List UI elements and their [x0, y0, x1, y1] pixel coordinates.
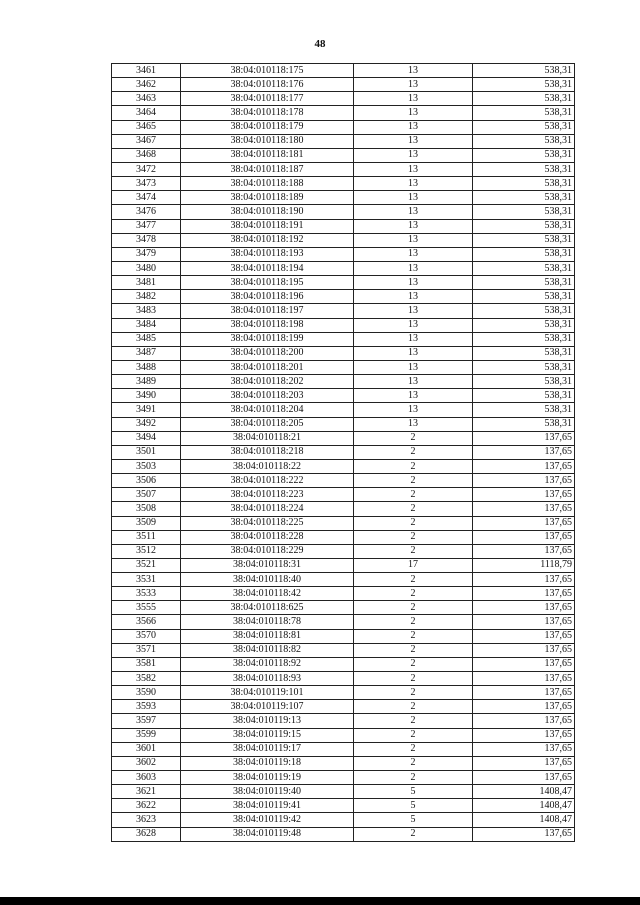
table-row	[112, 375, 575, 389]
amount-cell: 538,31	[473, 92, 575, 106]
table-row	[112, 558, 575, 572]
cadastral-number-cell: 38:04:010118:93	[181, 672, 354, 686]
cadastral-number-cell: 38:04:010118:31	[181, 558, 354, 572]
cadastral-number-cell: 38:04:010118:181	[181, 148, 354, 162]
quantity-cell: 2	[354, 686, 473, 700]
quantity-cell: 2	[354, 431, 473, 445]
row-number-cell: 3478	[112, 233, 181, 247]
row-number-cell: 3461	[112, 64, 181, 78]
cadastral-number-cell: 38:04:010118:198	[181, 318, 354, 332]
amount-cell: 538,31	[473, 78, 575, 92]
row-number-cell: 3509	[112, 516, 181, 530]
quantity-cell: 2	[354, 516, 473, 530]
table-row	[112, 177, 575, 191]
amount-cell: 137,65	[473, 516, 575, 530]
amount-cell: 538,31	[473, 120, 575, 134]
scan-bottom-edge	[0, 897, 640, 905]
row-number-cell: 3480	[112, 261, 181, 275]
amount-cell: 538,31	[473, 205, 575, 219]
quantity-cell: 2	[354, 657, 473, 671]
table-row	[112, 106, 575, 120]
quantity-cell: 13	[354, 304, 473, 318]
cadastral-number-cell: 38:04:010119:17	[181, 742, 354, 756]
quantity-cell: 13	[354, 290, 473, 304]
quantity-cell: 13	[354, 191, 473, 205]
row-number-cell: 3464	[112, 106, 181, 120]
quantity-cell: 13	[354, 177, 473, 191]
amount-cell: 137,65	[473, 672, 575, 686]
amount-cell: 137,65	[473, 474, 575, 488]
amount-cell: 538,31	[473, 261, 575, 275]
cadastral-number-cell: 38:04:010118:81	[181, 629, 354, 643]
quantity-cell: 13	[354, 134, 473, 148]
table-row	[112, 530, 575, 544]
amount-cell: 1408,47	[473, 813, 575, 827]
quantity-cell: 2	[354, 700, 473, 714]
row-number-cell: 3503	[112, 459, 181, 473]
amount-cell: 538,31	[473, 403, 575, 417]
cadastral-number-cell: 38:04:010118:202	[181, 375, 354, 389]
amount-cell: 137,65	[473, 431, 575, 445]
table-row	[112, 445, 575, 459]
table-row	[112, 332, 575, 346]
row-number-cell: 3490	[112, 389, 181, 403]
amount-cell: 137,65	[473, 714, 575, 728]
table-row	[112, 502, 575, 516]
table-row	[112, 318, 575, 332]
table-row	[112, 233, 575, 247]
row-number-cell: 3506	[112, 474, 181, 488]
amount-cell: 137,65	[473, 700, 575, 714]
row-number-cell: 3463	[112, 92, 181, 106]
table-row	[112, 191, 575, 205]
amount-cell: 137,65	[473, 629, 575, 643]
cadastral-number-cell: 38:04:010118:177	[181, 92, 354, 106]
quantity-cell: 13	[354, 417, 473, 431]
page-number: 48	[314, 38, 326, 50]
table-row	[112, 714, 575, 728]
cadastral-number-cell: 38:04:010118:190	[181, 205, 354, 219]
row-number-cell: 3467	[112, 134, 181, 148]
quantity-cell: 13	[354, 120, 473, 134]
quantity-cell: 5	[354, 813, 473, 827]
cadastral-number-cell: 38:04:010118:187	[181, 162, 354, 176]
table-row	[112, 120, 575, 134]
cadastral-number-cell: 38:04:010119:15	[181, 728, 354, 742]
amount-cell: 137,65	[473, 601, 575, 615]
table-row	[112, 629, 575, 643]
amount-cell: 1408,47	[473, 799, 575, 813]
table-row	[112, 728, 575, 742]
amount-cell: 137,65	[473, 771, 575, 785]
quantity-cell: 13	[354, 332, 473, 346]
quantity-cell: 2	[354, 615, 473, 629]
cadastral-number-cell: 38:04:010118:21	[181, 431, 354, 445]
quantity-cell: 13	[354, 219, 473, 233]
cadastral-number-cell: 38:04:010118:188	[181, 177, 354, 191]
row-number-cell: 3494	[112, 431, 181, 445]
amount-cell: 137,65	[473, 544, 575, 558]
quantity-cell: 5	[354, 785, 473, 799]
table-row	[112, 389, 575, 403]
cadastral-number-cell: 38:04:010118:224	[181, 502, 354, 516]
amount-cell: 538,31	[473, 134, 575, 148]
cadastral-number-cell: 38:04:010118:178	[181, 106, 354, 120]
row-number-cell: 3483	[112, 304, 181, 318]
quantity-cell: 13	[354, 205, 473, 219]
table-row	[112, 403, 575, 417]
cadastral-table	[111, 63, 575, 842]
row-number-cell: 3472	[112, 162, 181, 176]
table-body	[112, 64, 575, 842]
table-row	[112, 134, 575, 148]
cadastral-number-cell: 38:04:010119:13	[181, 714, 354, 728]
cadastral-number-cell: 38:04:010118:193	[181, 247, 354, 261]
cadastral-number-cell: 38:04:010119:18	[181, 756, 354, 770]
quantity-cell: 13	[354, 360, 473, 374]
quantity-cell: 2	[354, 672, 473, 686]
table-row	[112, 261, 575, 275]
cadastral-number-cell: 38:04:010118:175	[181, 64, 354, 78]
row-number-cell: 3590	[112, 686, 181, 700]
amount-cell: 538,31	[473, 177, 575, 191]
quantity-cell: 13	[354, 233, 473, 247]
cadastral-number-cell: 38:04:010118:191	[181, 219, 354, 233]
quantity-cell: 2	[354, 474, 473, 488]
cadastral-number-cell: 38:04:010118:42	[181, 587, 354, 601]
table-row	[112, 657, 575, 671]
cadastral-number-cell: 38:04:010118:625	[181, 601, 354, 615]
row-number-cell: 3512	[112, 544, 181, 558]
table-row	[112, 742, 575, 756]
cadastral-number-cell: 38:04:010118:180	[181, 134, 354, 148]
row-number-cell: 3477	[112, 219, 181, 233]
quantity-cell: 2	[354, 771, 473, 785]
cadastral-number-cell: 38:04:010118:222	[181, 474, 354, 488]
table-row	[112, 686, 575, 700]
table-row	[112, 587, 575, 601]
amount-cell: 137,65	[473, 827, 575, 841]
cadastral-number-cell: 38:04:010119:41	[181, 799, 354, 813]
row-number-cell: 3476	[112, 205, 181, 219]
row-number-cell: 3581	[112, 657, 181, 671]
table-row	[112, 162, 575, 176]
quantity-cell: 13	[354, 346, 473, 360]
quantity-cell: 13	[354, 247, 473, 261]
row-number-cell: 3485	[112, 332, 181, 346]
quantity-cell: 13	[354, 403, 473, 417]
table-row	[112, 417, 575, 431]
cadastral-number-cell: 38:04:010118:228	[181, 530, 354, 544]
cadastral-number-cell: 38:04:010118:194	[181, 261, 354, 275]
amount-cell: 538,31	[473, 106, 575, 120]
table-row	[112, 92, 575, 106]
amount-cell: 137,65	[473, 445, 575, 459]
amount-cell: 538,31	[473, 162, 575, 176]
row-number-cell: 3492	[112, 417, 181, 431]
quantity-cell: 13	[354, 78, 473, 92]
cadastral-number-cell: 38:04:010119:107	[181, 700, 354, 714]
row-number-cell: 3521	[112, 558, 181, 572]
row-number-cell: 3508	[112, 502, 181, 516]
quantity-cell: 13	[354, 375, 473, 389]
table-row	[112, 615, 575, 629]
quantity-cell: 13	[354, 64, 473, 78]
table-row	[112, 813, 575, 827]
row-number-cell: 3601	[112, 742, 181, 756]
row-number-cell: 3479	[112, 247, 181, 261]
row-number-cell: 3491	[112, 403, 181, 417]
table-row	[112, 360, 575, 374]
row-number-cell: 3533	[112, 587, 181, 601]
table-row	[112, 516, 575, 530]
cadastral-number-cell: 38:04:010118:200	[181, 346, 354, 360]
row-number-cell: 3566	[112, 615, 181, 629]
amount-cell: 137,65	[473, 530, 575, 544]
table-row	[112, 672, 575, 686]
cadastral-number-cell: 38:04:010118:197	[181, 304, 354, 318]
quantity-cell: 2	[354, 629, 473, 643]
quantity-cell: 13	[354, 276, 473, 290]
amount-cell: 137,65	[473, 502, 575, 516]
cadastral-number-cell: 38:04:010119:40	[181, 785, 354, 799]
row-number-cell: 3511	[112, 530, 181, 544]
cadastral-number-cell: 38:04:010119:101	[181, 686, 354, 700]
amount-cell: 1408,47	[473, 785, 575, 799]
quantity-cell: 17	[354, 558, 473, 572]
table-row	[112, 785, 575, 799]
amount-cell: 137,65	[473, 615, 575, 629]
table-row	[112, 771, 575, 785]
table-row	[112, 290, 575, 304]
cadastral-number-cell: 38:04:010119:48	[181, 827, 354, 841]
amount-cell: 538,31	[473, 290, 575, 304]
table-row	[112, 643, 575, 657]
cadastral-number-cell: 38:04:010118:179	[181, 120, 354, 134]
row-number-cell: 3482	[112, 290, 181, 304]
cadastral-number-cell: 38:04:010118:195	[181, 276, 354, 290]
row-number-cell: 3602	[112, 756, 181, 770]
cadastral-number-cell: 38:04:010118:225	[181, 516, 354, 530]
amount-cell: 137,65	[473, 756, 575, 770]
amount-cell: 1118,79	[473, 558, 575, 572]
table-row	[112, 247, 575, 261]
table-row	[112, 601, 575, 615]
amount-cell: 538,31	[473, 417, 575, 431]
quantity-cell: 13	[354, 92, 473, 106]
row-number-cell: 3603	[112, 771, 181, 785]
row-number-cell: 3593	[112, 700, 181, 714]
cadastral-number-cell: 38:04:010119:42	[181, 813, 354, 827]
cadastral-number-cell: 38:04:010118:205	[181, 417, 354, 431]
amount-cell: 538,31	[473, 148, 575, 162]
amount-cell: 538,31	[473, 375, 575, 389]
cadastral-number-cell: 38:04:010118:40	[181, 573, 354, 587]
cadastral-number-cell: 38:04:010118:192	[181, 233, 354, 247]
table-row	[112, 573, 575, 587]
cadastral-number-cell: 38:04:010118:201	[181, 360, 354, 374]
table-row	[112, 205, 575, 219]
quantity-cell: 13	[354, 318, 473, 332]
amount-cell: 538,31	[473, 191, 575, 205]
quantity-cell: 2	[354, 587, 473, 601]
quantity-cell: 2	[354, 742, 473, 756]
row-number-cell: 3473	[112, 177, 181, 191]
quantity-cell: 2	[354, 573, 473, 587]
amount-cell: 538,31	[473, 318, 575, 332]
amount-cell: 137,65	[473, 643, 575, 657]
table-row	[112, 148, 575, 162]
row-number-cell: 3488	[112, 360, 181, 374]
quantity-cell: 2	[354, 459, 473, 473]
quantity-cell: 2	[354, 445, 473, 459]
cadastral-number-cell: 38:04:010118:204	[181, 403, 354, 417]
quantity-cell: 2	[354, 756, 473, 770]
amount-cell: 538,31	[473, 346, 575, 360]
cadastral-number-cell: 38:04:010118:218	[181, 445, 354, 459]
quantity-cell: 2	[354, 530, 473, 544]
row-number-cell: 3582	[112, 672, 181, 686]
cadastral-number-cell: 38:04:010118:203	[181, 389, 354, 403]
cadastral-number-cell: 38:04:010118:22	[181, 459, 354, 473]
amount-cell: 137,65	[473, 587, 575, 601]
amount-cell: 137,65	[473, 573, 575, 587]
amount-cell: 538,31	[473, 276, 575, 290]
table-row	[112, 431, 575, 445]
amount-cell: 538,31	[473, 247, 575, 261]
quantity-cell: 2	[354, 488, 473, 502]
table-row	[112, 756, 575, 770]
row-number-cell: 3628	[112, 827, 181, 841]
row-number-cell: 3597	[112, 714, 181, 728]
cadastral-number-cell: 38:04:010118:189	[181, 191, 354, 205]
amount-cell: 538,31	[473, 64, 575, 78]
table-row	[112, 799, 575, 813]
amount-cell: 137,65	[473, 657, 575, 671]
row-number-cell: 3622	[112, 799, 181, 813]
quantity-cell: 5	[354, 799, 473, 813]
row-number-cell: 3481	[112, 276, 181, 290]
quantity-cell: 13	[354, 148, 473, 162]
cadastral-number-cell: 38:04:010119:19	[181, 771, 354, 785]
amount-cell: 538,31	[473, 389, 575, 403]
row-number-cell: 3571	[112, 643, 181, 657]
cadastral-number-cell: 38:04:010118:82	[181, 643, 354, 657]
amount-cell: 538,31	[473, 332, 575, 346]
cadastral-number-cell: 38:04:010118:78	[181, 615, 354, 629]
table-row	[112, 474, 575, 488]
amount-cell: 137,65	[473, 742, 575, 756]
table-row	[112, 78, 575, 92]
quantity-cell: 2	[354, 714, 473, 728]
table-row	[112, 700, 575, 714]
table-row	[112, 827, 575, 841]
quantity-cell: 2	[354, 643, 473, 657]
quantity-cell: 2	[354, 728, 473, 742]
row-number-cell: 3531	[112, 573, 181, 587]
amount-cell: 137,65	[473, 488, 575, 502]
row-number-cell: 3487	[112, 346, 181, 360]
row-number-cell: 3570	[112, 629, 181, 643]
table-row	[112, 488, 575, 502]
quantity-cell: 2	[354, 502, 473, 516]
cadastral-number-cell: 38:04:010118:176	[181, 78, 354, 92]
cadastral-number-cell: 38:04:010118:199	[181, 332, 354, 346]
quantity-cell: 13	[354, 261, 473, 275]
row-number-cell: 3465	[112, 120, 181, 134]
row-number-cell: 3462	[112, 78, 181, 92]
row-number-cell: 3484	[112, 318, 181, 332]
row-number-cell: 3507	[112, 488, 181, 502]
row-number-cell: 3623	[112, 813, 181, 827]
amount-cell: 538,31	[473, 360, 575, 374]
row-number-cell: 3501	[112, 445, 181, 459]
amount-cell: 538,31	[473, 233, 575, 247]
cadastral-number-cell: 38:04:010118:229	[181, 544, 354, 558]
table-row	[112, 219, 575, 233]
quantity-cell: 2	[354, 827, 473, 841]
table-row	[112, 346, 575, 360]
table-row	[112, 544, 575, 558]
row-number-cell: 3555	[112, 601, 181, 615]
cadastral-number-cell: 38:04:010118:196	[181, 290, 354, 304]
table-row	[112, 459, 575, 473]
amount-cell: 137,65	[473, 728, 575, 742]
row-number-cell: 3489	[112, 375, 181, 389]
cadastral-number-cell: 38:04:010118:223	[181, 488, 354, 502]
quantity-cell: 13	[354, 389, 473, 403]
amount-cell: 538,31	[473, 304, 575, 318]
amount-cell: 538,31	[473, 219, 575, 233]
amount-cell: 137,65	[473, 686, 575, 700]
row-number-cell: 3474	[112, 191, 181, 205]
row-number-cell: 3468	[112, 148, 181, 162]
quantity-cell: 2	[354, 544, 473, 558]
quantity-cell: 13	[354, 162, 473, 176]
table-row	[112, 276, 575, 290]
cadastral-number-cell: 38:04:010118:92	[181, 657, 354, 671]
row-number-cell: 3621	[112, 785, 181, 799]
amount-cell: 137,65	[473, 459, 575, 473]
table-row	[112, 64, 575, 78]
quantity-cell: 2	[354, 601, 473, 615]
row-number-cell: 3599	[112, 728, 181, 742]
table-row	[112, 304, 575, 318]
quantity-cell: 13	[354, 106, 473, 120]
